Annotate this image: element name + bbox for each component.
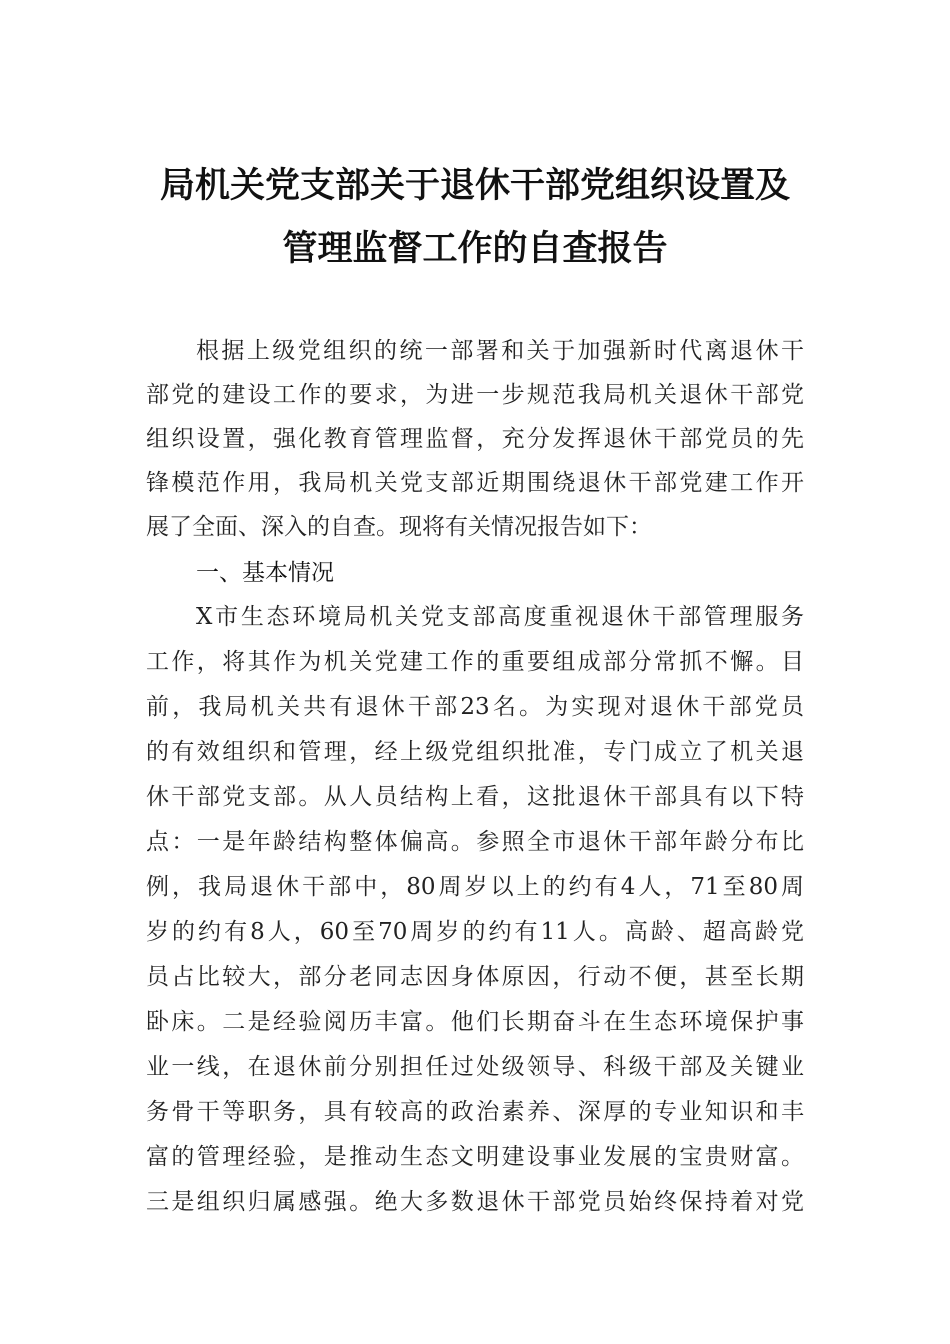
paragraph-line: 业一线，在退休前分别担任过处级领导、科级干部及关键业 [146, 1054, 804, 1080]
paragraph-line: 富的管理经验，是推动生态文明建设事业发展的宝贵财富。 [146, 1144, 804, 1170]
paragraph-line: 点：一是年龄结构整体偏高。参照全市退休干部年龄分布比 [146, 829, 804, 855]
paragraph-line: 务骨干等职务，具有较高的政治素养、深厚的专业知识和丰 [146, 1099, 804, 1125]
document-title-line-2: 管理监督工作的自查报告 [282, 228, 668, 269]
paragraph-line: X市生态环境局机关党支部高度重视退休干部管理服务 [196, 604, 804, 630]
paragraph-line: 工作，将其作为机关党建工作的重要组成部分常抓不懈。目 [146, 649, 804, 675]
intro-line: 根据上级党组织的统一部署和关于加强新时代离退休干 [196, 338, 804, 364]
intro-line: 锋模范作用，我局机关党支部近期围绕退休干部党建工作开 [146, 470, 804, 496]
paragraph-line: 三是组织归属感强。绝大多数退休干部党员始终保持着对党 [146, 1189, 804, 1215]
document-title-line-1: 局机关党支部关于退休干部党组织设置及 [159, 165, 790, 206]
intro-line: 部党的建设工作的要求，为进一步规范我局机关退休干部党 [146, 382, 804, 408]
paragraph-line: 岁的约有8人，60至70周岁的约有11人。高龄、超高龄党 [146, 919, 804, 945]
intro-line: 展了全面、深入的自查。现将有关情况报告如下： [146, 514, 652, 540]
section-heading-basic-situation: 一、基本情况 [196, 560, 334, 586]
paragraph-line: 例，我局退休干部中，80周岁以上的约有4人，71至80周 [146, 874, 804, 900]
paragraph-line: 前，我局机关共有退休干部23名。为实现对退休干部党员 [146, 694, 804, 720]
intro-line: 组织设置，强化教育管理监督，充分发挥退休干部党员的先 [146, 426, 804, 452]
paragraph-line: 休干部党支部。从人员结构上看，这批退休干部具有以下特 [146, 784, 804, 810]
paragraph-line: 的有效组织和管理，经上级党组织批准，专门成立了机关退 [146, 739, 804, 765]
paragraph-line: 员占比较大，部分老同志因身体原因，行动不便，甚至长期 [146, 964, 804, 990]
paragraph-line: 卧床。二是经验阅历丰富。他们长期奋斗在生态环境保护事 [146, 1009, 804, 1035]
